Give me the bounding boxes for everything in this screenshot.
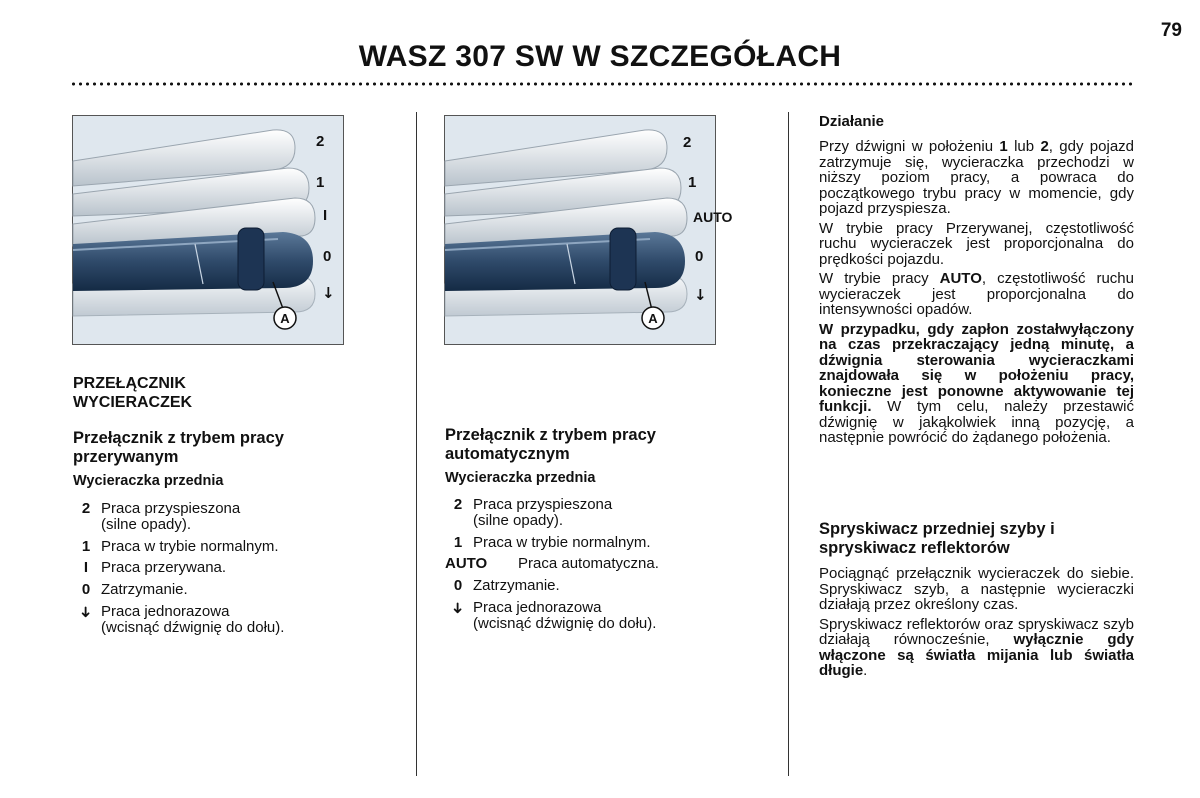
automatic-subtitle: Przełącznik z trybem pracy automatycznym — [445, 426, 656, 463]
operation-text: Przy dźwigni w położeniu 1 lub 2, gdy pojazd zatrzymuje się, wycieraczka przechodzi w niższy poziom pracy, a powraca do początkowego trybu pracy w momencie, gdy pojazd przyspiesza. W trybie pracy Przerywanej, częstotliwość ruchu wycieraczek jest proporcjonalna do prędkości pojazdu. W trybie pracy AUTO, częstotliwość ruchu wycieraczek jest proporcjonalna do intensywności opadów. W przypadku, gdy zapłon zostałwyłączony na czas przekraczający jedną minutę, a dźwignia sterowania wycieraczkami znajdowała się w położeniu pracy, konieczne jest ponowne aktywowanie tej funkcji. W tym celu, należy przestawić dźwignię w jakąkolwiek inną pozycję, a następnie powrócić do żądanego położenia. — [819, 138, 1134, 446]
column-divider-left — [416, 112, 417, 776]
wiper-stalk-figure-intermittent — [72, 115, 344, 345]
position-label: AUTO — [693, 209, 733, 225]
position-label: 0 — [695, 248, 704, 265]
list-item: 0 Zatrzymanie. — [81, 581, 188, 598]
position-label: ↓ — [694, 286, 707, 304]
section-title: PRZEŁĄCZNIK WYCIERACZEK — [73, 375, 193, 411]
front-wiper-heading: Wycieraczka przednia — [73, 473, 224, 489]
operation-heading: Działanie — [819, 113, 885, 130]
position-label: ↓ — [322, 284, 335, 302]
washer-heading: Spryskiwacz przedniej szyby i spryskiwacz reflektorów — [819, 520, 1055, 557]
position-label: 1 — [688, 174, 697, 191]
position-label: 1 — [316, 174, 325, 191]
list-item: 1 Praca w trybie normalnym. — [453, 534, 651, 551]
list-item: ➜ Praca jednorazowa (wcisnąć dźwignię do dołu). — [77, 603, 285, 636]
wiper-stalk-figure-automatic — [444, 115, 733, 345]
position-label: 2 — [683, 134, 692, 151]
column-divider-right — [788, 112, 789, 776]
callout-label: A — [648, 311, 658, 326]
position-label: 2 — [316, 133, 325, 150]
list-item: 2 Praca przyspieszona (silne opady). — [453, 496, 613, 529]
list-item: 2 Praca przyspieszona (silne opady). — [81, 500, 241, 533]
position-label: 0 — [323, 248, 332, 265]
list-item: I Praca przerywana. — [83, 559, 227, 576]
page-title: WASZ 307 SW W SZCZEGÓŁACH — [358, 40, 842, 73]
intermittent-subtitle: Przełącznik z trybem pracy przerywanym — [73, 429, 284, 466]
callout-label: A — [280, 311, 290, 326]
list-item: 0 Zatrzymanie. — [453, 577, 560, 594]
position-label: I — [323, 207, 328, 224]
list-item: ➜ Praca jednorazowa (wcisnąć dźwignię do dołu). — [449, 599, 657, 632]
dotted-divider — [70, 82, 1135, 86]
list-item: 1 Praca w trybie normalnym. — [81, 538, 279, 555]
page-number: 79 — [1160, 20, 1182, 41]
washer-text: Pociągnąć przełącznik wycieraczek do siebie. Spryskiwacz szyb, a następnie wycieraczki działają przez określony czas. Spryskiwacz reflektorów oraz spryskiwacz szyb działają równocześnie, wyłącznie gdy włączone są światła mijania lub światła długie. — [819, 565, 1134, 679]
list-item: AUTO Praca automatyczna. — [445, 555, 659, 572]
front-wiper-heading: Wycieraczka przednia — [445, 470, 596, 486]
